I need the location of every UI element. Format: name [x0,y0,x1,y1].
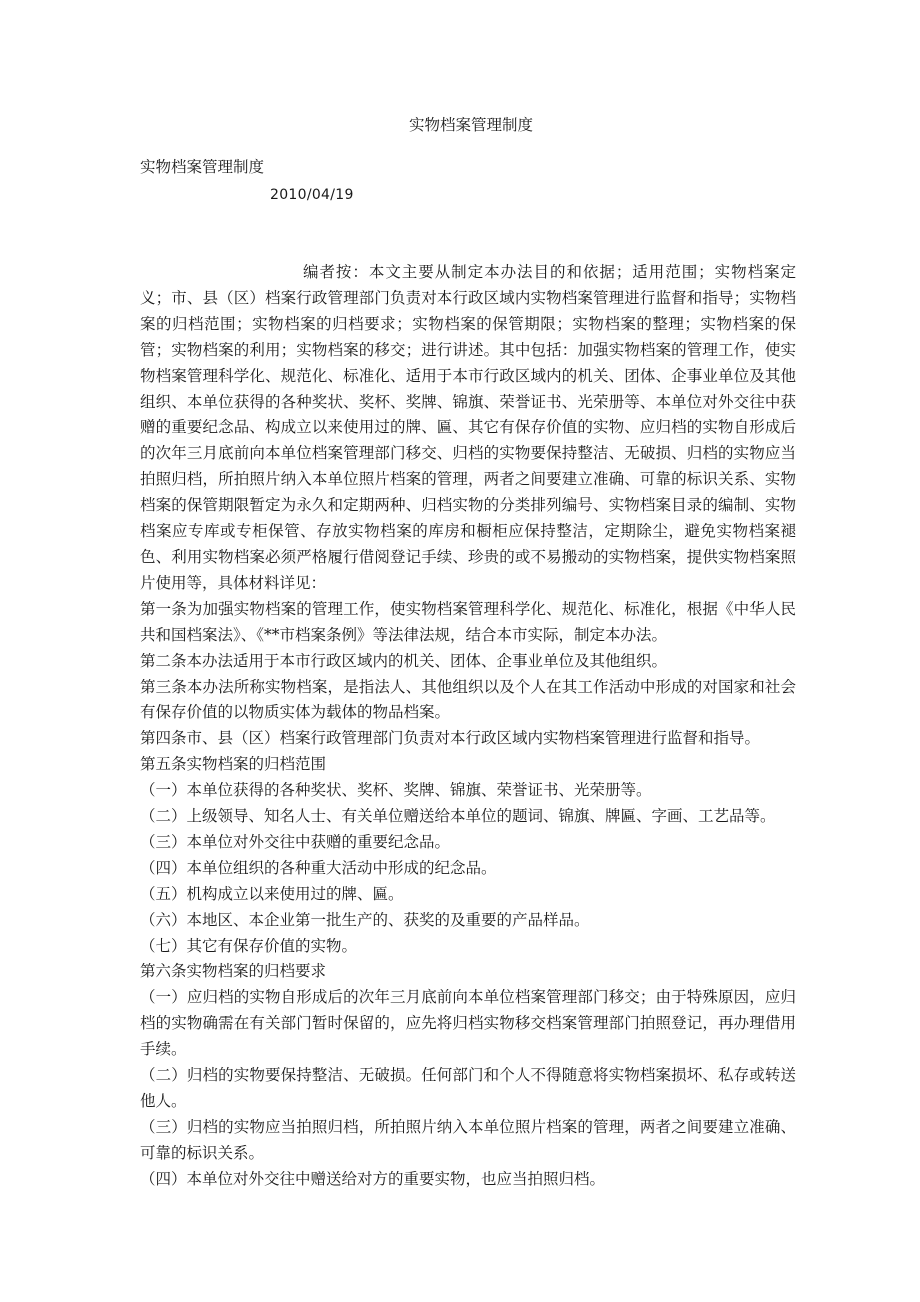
article-5-item-5: （五）机构成立以来使用过的牌、匾。 [140,884,404,903]
article-2: 第二条本办法适用于本市行政区域内的机关、团体、企事业单位及其他组织。 [140,651,668,670]
document-title: 实物档案管理制度 [408,116,533,134]
article-5-item-4: （四）本单位组织的各种重大活动中形成的纪念品。 [140,858,497,877]
document-page [140,112,796,1193]
article-5-heading: 第五条实物档案的归档范围 [140,755,327,774]
article-6-item-1: （一）应归档的实物自形成后的次年三月底前向本单位档案管理部门移交；由于特殊原因，应归档的实物确需在有关部门暂时保留的，应先将归档实物移交档案管理部门拍照登记，再办理借用手续。 [140,988,796,1059]
article-5-item-6: （六）本地区、本企业第一批生产的、获奖的及重要的产品样品。 [140,910,590,929]
article-1: 第一条为加强实物档案的管理工作，使实物档案管理科学化、规范化、标准化，根据《中华人民共和国档案法》、《**市档案条例》等法律法规，结合本市实际，制定本办法。 [140,599,796,644]
article-6-item-3: （三）归档的实物应当拍照归档，所拍照片纳入本单位照片档案的管理，两者之间要建立准确、可靠的标识关系。 [140,1117,796,1162]
article-5-item-1: （一）本单位获得的各种奖状、奖杯、奖牌、锦旗、荣誉证书、光荣册等。 [140,781,652,800]
publish-date: 2010/04/19 [270,187,354,203]
article-5-item-3: （三）本单位对外交往中获赠的重要纪念品。 [140,832,451,851]
article-6-item-4: （四）本单位对外交往中赠送给对方的重要实物，也应当拍照归档。 [140,1169,606,1188]
document-subtitle: 实物档案管理制度 [140,158,265,176]
article-4: 第四条市、县（区）档案行政管理部门负责对本行政区域内实物档案管理进行监督和指导。 [140,729,761,748]
article-3: 第三条本办法所称实物档案，是指法人、其他组织以及个人在其工作活动中形成的对国家和社会有保存价值的以物质实体为载体的物品档案。 [140,677,796,722]
editor-note: 编者按：本文主要从制定本办法目的和依据；适用范围；实物档案定义；市、县（区）档案行政管理部门负责对本行政区域内实物档案管理进行监督和指导；实物档案的归档范围；实物档案的归档要求；实物档案的保管期限；实物档案的整理；实物档案的保管；实物档案的利用；实物档案的移交；进行讲述。其中包括：加强实物档案的管理工作，使实物档案管理科学化、规范化、标准化、适用于本市行政区域内的机关、团体、企事业单位及其他组织、本单位获得的各种奖状、奖杯、奖牌、锦旗、荣誉证书、光荣册等、本单位对外交往中获赠的重要纪念品、构成立以来使用过的牌、匾、其它有保存价值的实物、应归档的实物自形成后的次年三月底前向本单位档案管理部门移交、归档的实物要保持整洁、无破损、归档的实物应当拍照归档，所拍照片纳入本单位照片档案的管理，两者之间要建立准确、可靠的标识关系、实物档案的保管期限暂定为永久和定期两种、归档实物的分类排列编号、实物档案目录的编制、实物档案应专库或专柜保管、存放实物档案的库房和橱柜应保持整洁，定期除尘，避免实物档案褪色、利用实物档案必须严格履行借阅登记手续、珍贵的或不易搬动的实物档案，提供实物档案照片使用等，具体材料详见： [140,263,796,592]
article-5-item-7: （七）其它有保存价值的实物。 [140,936,358,955]
article-6-item-2: （二）归档的实物要保持整洁、无破损。任何部门和个人不得随意将实物档案损坏、私存或转送他人。 [140,1066,796,1110]
article-6-heading: 第六条实物档案的归档要求 [140,962,327,981]
article-5-item-2: （二）上级领导、知名人士、有关单位赠送给本单位的题词、锦旗、牌匾、字画、工艺品等。 [140,807,776,826]
